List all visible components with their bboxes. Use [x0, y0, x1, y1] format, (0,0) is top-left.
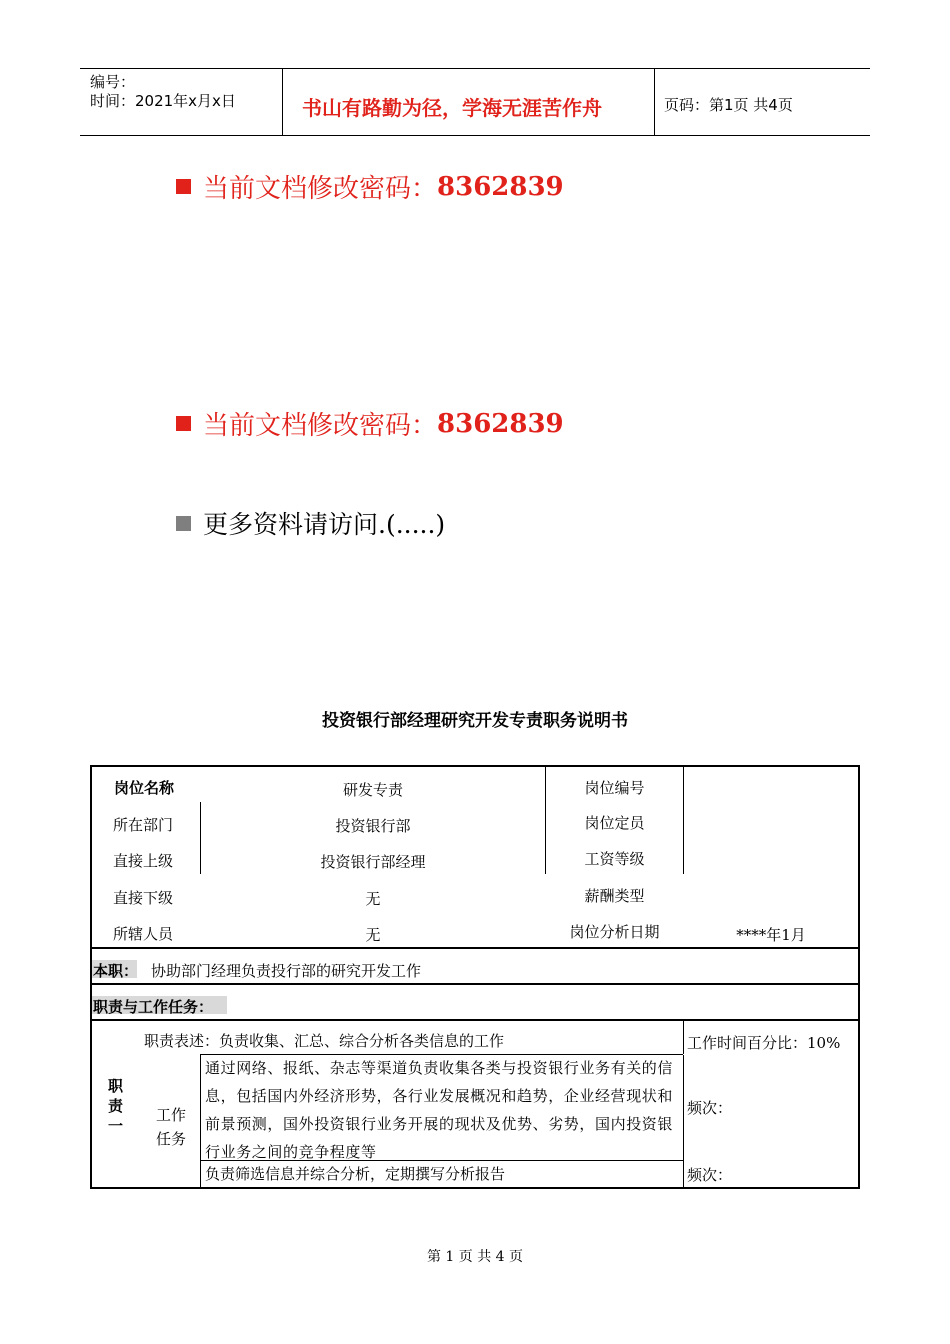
- task2-text: 负责筛选信息并综合分析，定期撰写分析报告: [205, 1165, 506, 1183]
- more-info-notice: [176, 505, 445, 541]
- table-right-border: [858, 765, 860, 1189]
- duty1-time-percentage: 工作时间百分比：10%: [687, 1034, 841, 1052]
- password-value: 8362839: [437, 408, 564, 439]
- red-square-bullet-icon: [176, 179, 191, 194]
- department-label: 所在部门: [113, 816, 174, 834]
- task-label: 工作任务: [156, 1106, 187, 1148]
- direct-supervisor-label: 直接上级: [113, 852, 174, 870]
- gray-square-bullet-icon: [176, 516, 191, 531]
- table-gap: [683, 1054, 858, 1055]
- more-info-text: 更多资料请访问.(.....): [203, 510, 446, 539]
- salary-grade-label: 工资等级: [584, 850, 645, 868]
- page-footer: 第 1 页 共 4 页: [426, 1249, 524, 1265]
- task1-frequency: 频次：: [687, 1099, 733, 1117]
- duty-text: 协助部门经理负责投行部的研究开发工作: [151, 962, 422, 980]
- duty-label: 本职：: [93, 962, 139, 980]
- password-value: 8362839: [437, 171, 564, 202]
- tasks-header: 职责与工作任务：: [93, 998, 214, 1016]
- subordinates-label: 所辖人员: [113, 925, 174, 943]
- header-page-info: 页码：第1页 共4页: [664, 96, 793, 114]
- duty1-label: 职责一: [108, 1077, 124, 1135]
- table-hline: [90, 1019, 860, 1021]
- document-time-label: 时间：2021年x月x日: [90, 92, 236, 110]
- password-notice-1: [176, 168, 564, 205]
- header-divider-right: [654, 68, 655, 136]
- password-label: 当前文档修改密码：: [203, 411, 438, 441]
- document-number-label: 编号：: [90, 73, 136, 91]
- table-bottom-border: [90, 1187, 860, 1189]
- table-hline: [90, 983, 860, 985]
- analysis-date-label: 岗位分析日期: [569, 923, 660, 941]
- table-hline: [90, 947, 860, 949]
- duty1-description: 职责表述：负责收集、汇总、综合分析各类信息的工作: [144, 1032, 505, 1050]
- header-divider-left: [282, 68, 283, 136]
- table-top-border: [90, 765, 860, 767]
- red-square-bullet-icon: [176, 416, 191, 431]
- task1-text: 通过网络、报纸、杂志等渠道负责收集各类与投资银行业务有关的信息，包括国内外经济形势，各行业发展概况和趋势，企业经营现状和前景预测，国外投资银行业务开展的现状及优势、劣势，国内投资银行业务之间的竞争程度等: [205, 1059, 674, 1161]
- department-value: 投资银行部: [335, 817, 411, 835]
- table-inner-vline: [200, 1054, 201, 1189]
- header-top-rule: [80, 68, 870, 69]
- position-number-label: 岗位编号: [584, 779, 645, 797]
- direct-subordinate-label: 直接下级: [113, 889, 174, 907]
- table-inner-vline: [683, 767, 684, 874]
- position-name-value: 研发专责: [342, 781, 403, 799]
- password-notice-2: [176, 405, 564, 442]
- document-title: 投资银行部经理研究开发专责职务说明书: [322, 711, 628, 731]
- direct-supervisor-value: 投资银行部经理: [320, 853, 426, 871]
- subordinates-value: 无: [365, 926, 381, 944]
- task2-frequency: 频次：: [687, 1166, 733, 1184]
- header-motto: 书山有路勤为径，学海无涯苦作舟: [302, 96, 602, 120]
- compensation-type-label: 薪酬类型: [584, 887, 645, 905]
- table-inner-vline: [683, 1021, 684, 1189]
- position-name-label: 岗位名称: [114, 779, 175, 797]
- analysis-date-value: ****年1月: [736, 926, 806, 944]
- headcount-label: 岗位定员: [584, 814, 645, 832]
- header-bottom-rule: [80, 135, 870, 136]
- direct-subordinate-value: 无: [365, 890, 381, 908]
- password-label: 当前文档修改密码：: [203, 174, 438, 204]
